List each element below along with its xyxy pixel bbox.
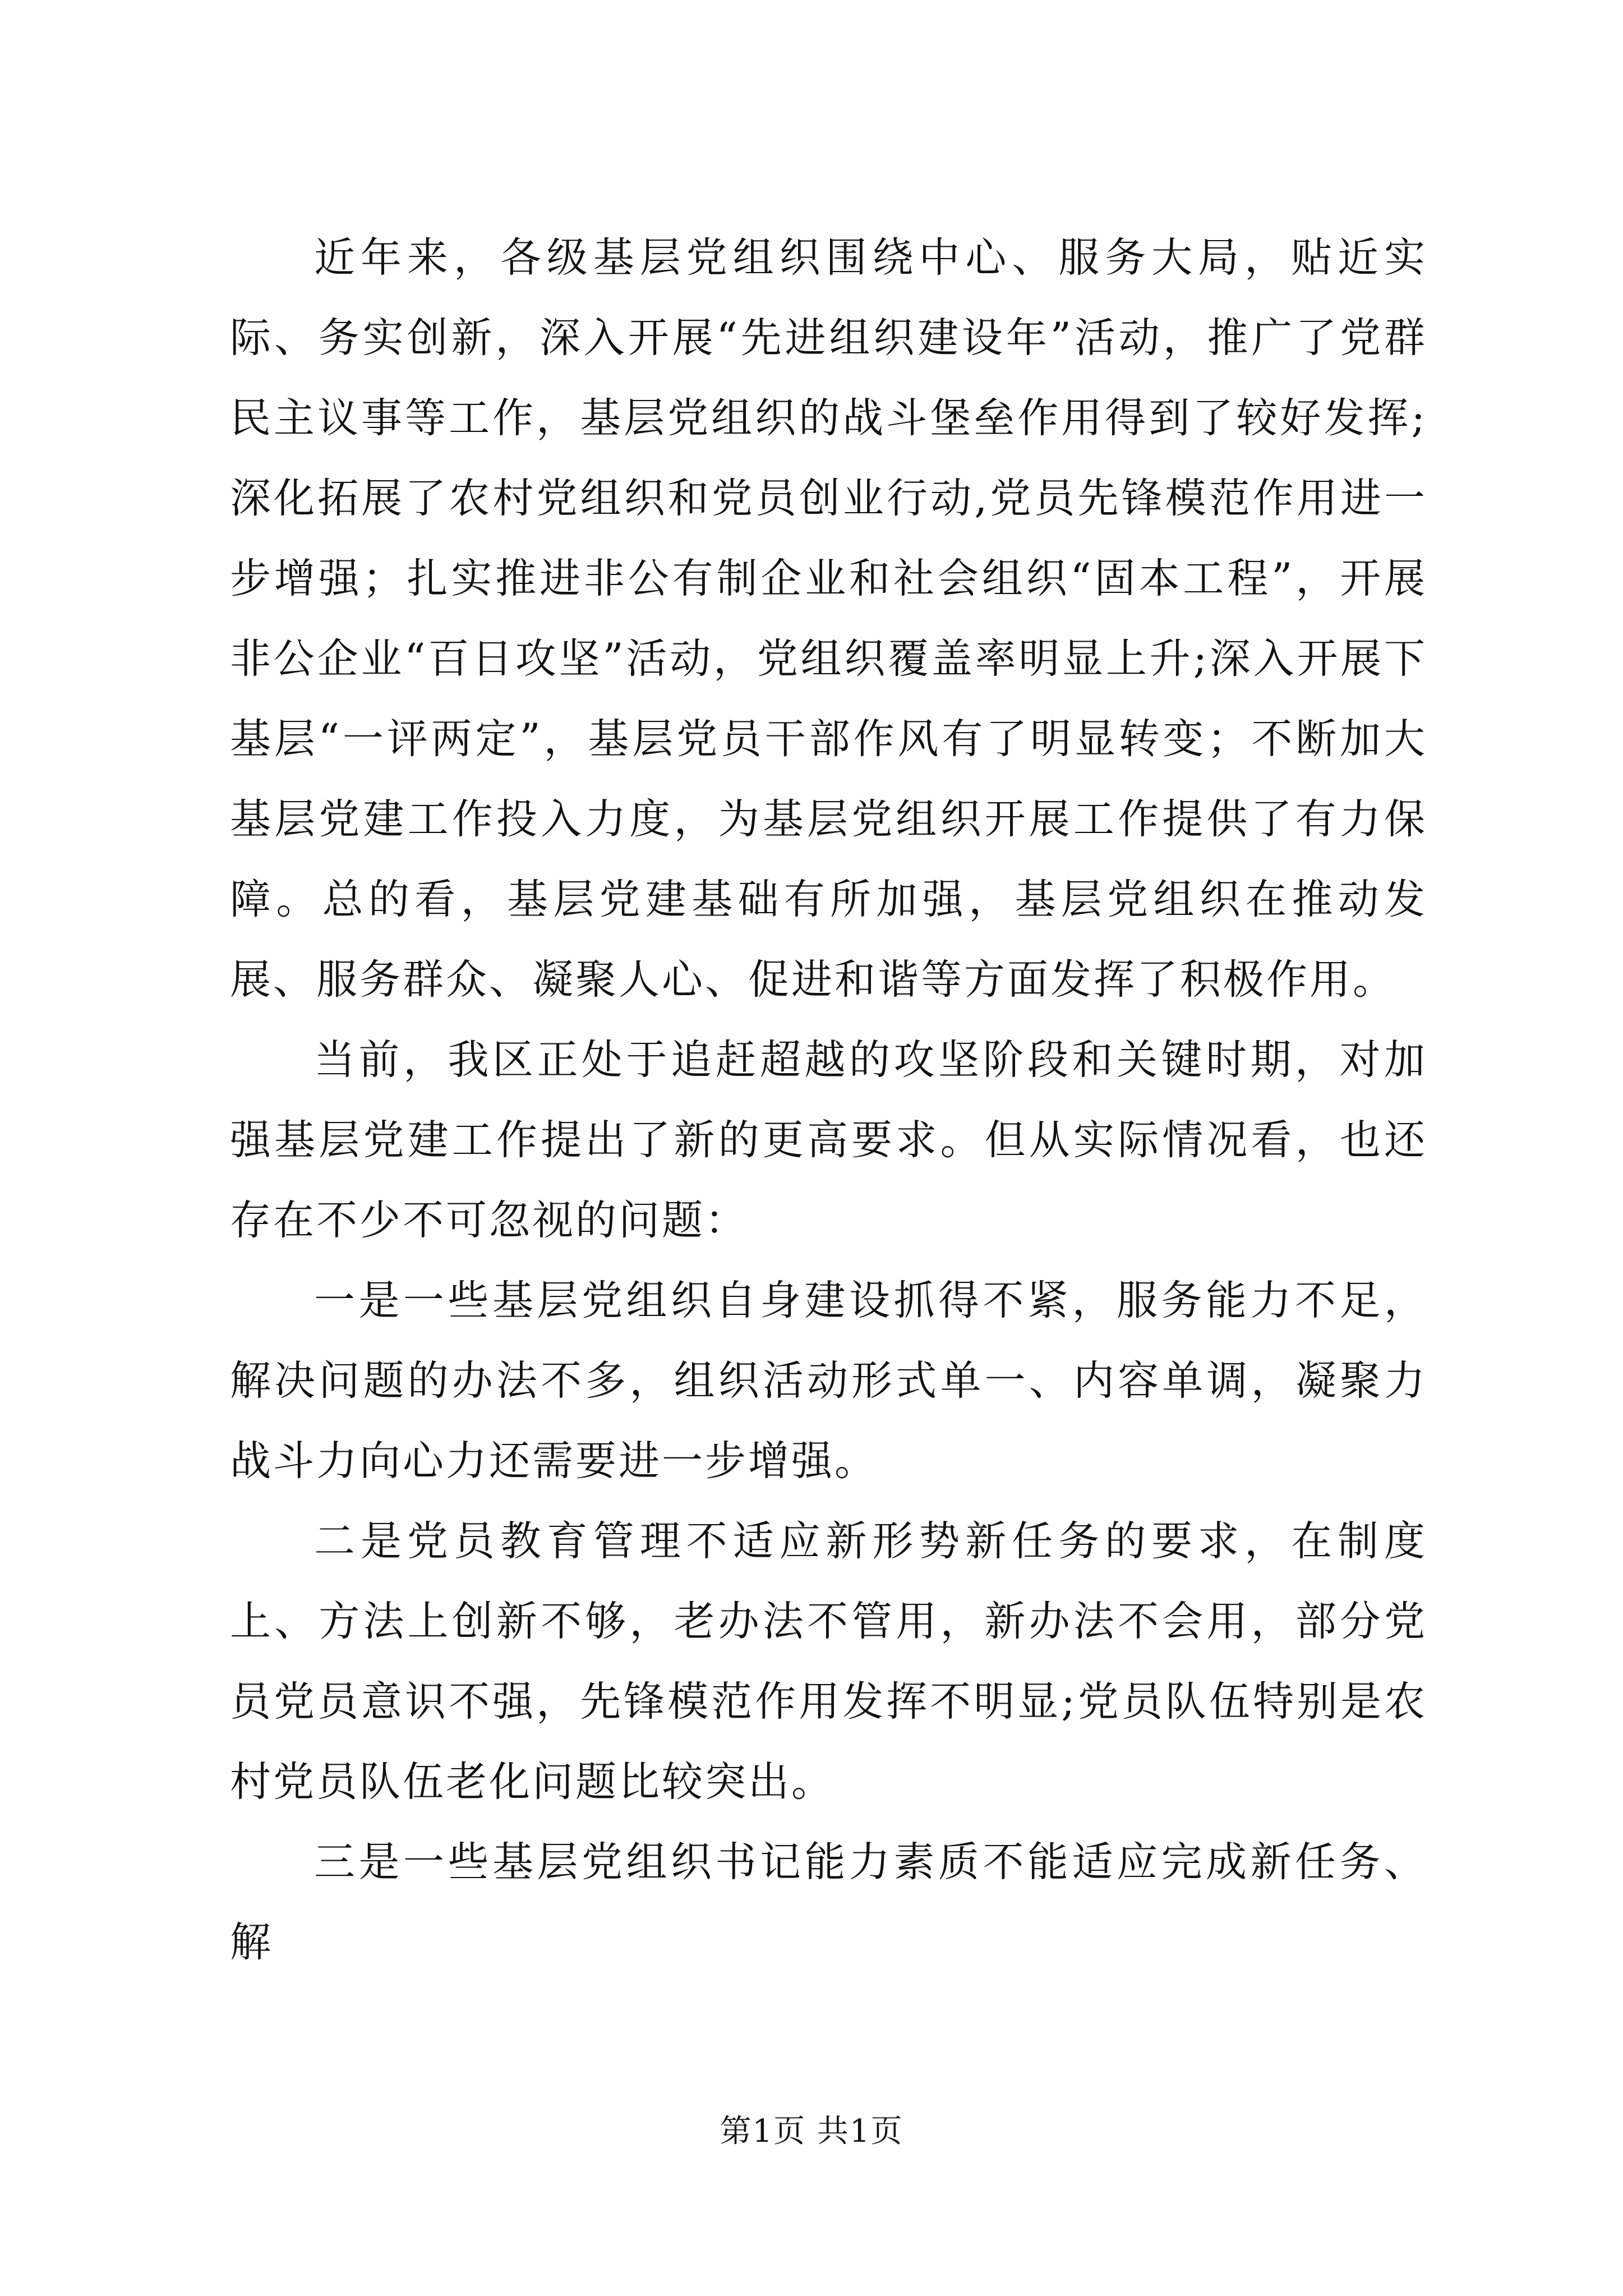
page-number-footer: 第1页 共1页 [720,2113,903,2150]
document-body [230,218,1427,1982]
paragraph-problem-two: 二是党员教育管理不适应新形势新任务的要求，在制度上、方法上创新不够，老办法不管用，新办法不会用，部分党员党员意识不强，先锋模范作用发挥不明显;党员队伍特别是农村党员队伍老化问题比较突出。 [230,1517,1427,1806]
paragraph-problem-one: 一是一些基层党组织自身建设抓得不紧，服务能力不足，解决问题的办法不多，组织活动形式单一、内容单调，凝聚力战斗力向心力还需要进一步增强。 [230,1277,1427,1485]
paragraph-current-situation: 当前，我区正处于追赶超越的攻坚阶段和关键时期，对加强基层党建工作提出了新的更高要求。但从实际情况看，也还存在不少不可忽视的问题： [230,1036,1427,1244]
paragraph-achievements: 近年来，各级基层党组织围绕中心、服务大局，贴近实际、务实创新，深入开展“先进组织建设年”活动，推广了党群民主议事等工作，基层党组织的战斗堡垒作用得到了较好发挥;深化拓展了农村党组织和党员创业行动,党员先锋模范作用进一步增强；扎实推进非公有制企业和社会组织“固本工程”，开展非公企业“百日攻坚”活动，党组织覆盖率明显上升;深入开展下基层“一评两定”，基层党员干部作风有了明显转变；不断加大基层党建工作投入力度，为基层党组织开展工作提供了有力保障。总的看，基层党建基础有所加强，基层党组织在推动发展、服务群众、凝聚人心、促进和谐等方面发挥了积极作用。 [230,234,1427,1004]
paragraph-problem-three: 三是一些基层党组织书记能力素质不能适应完成新任务、解 [230,1838,1427,1966]
